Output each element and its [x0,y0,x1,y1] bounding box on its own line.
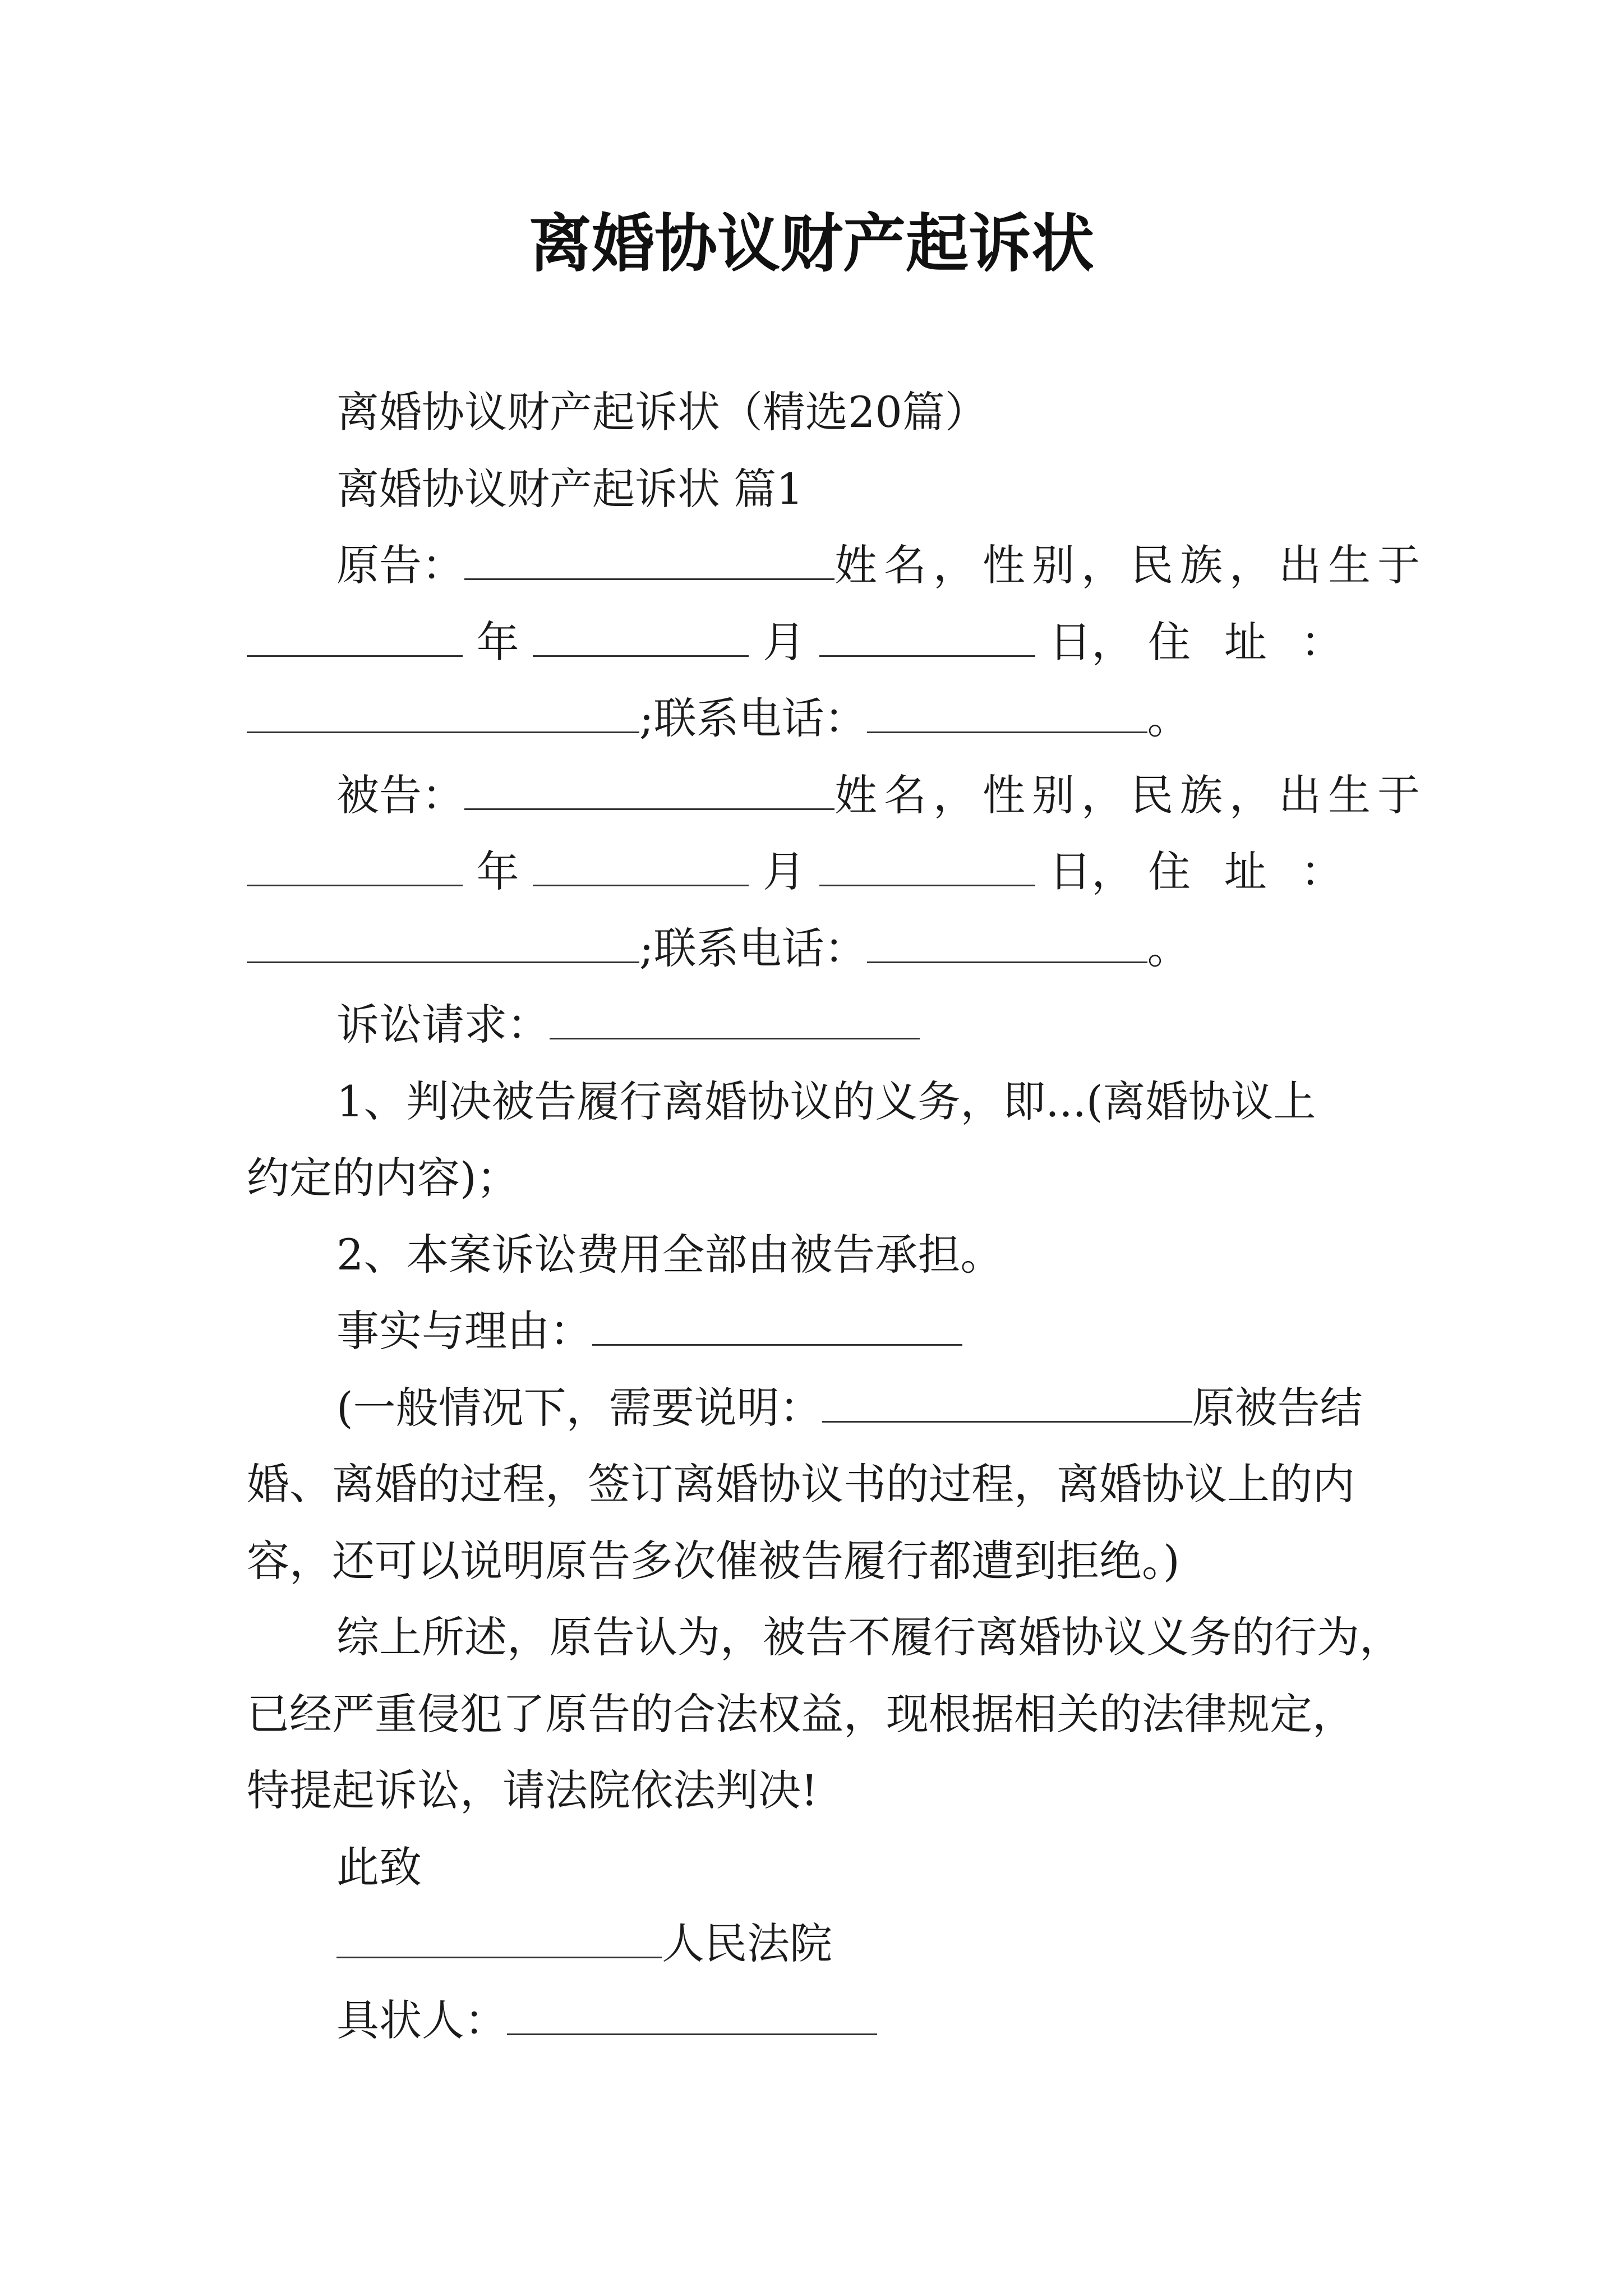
defendant-month-blank[interactable] [533,845,749,886]
plaintiff-month-blank[interactable] [533,616,749,657]
plaintiff-day-blank[interactable] [819,616,1035,657]
summary-line-1: 综上所述，原告认为，被告不履行离婚协议义务的行为， [336,1612,1402,1662]
signer-line [336,1993,877,2049]
claim-1-line-1: 1、判决被告履行离婚协议的义务，即...(离婚协议上 [336,1076,1316,1126]
facts-para-blank[interactable] [822,1382,1192,1423]
facts-para-line-2: 婚、离婚的过程，签订离婚协议书的过程，离婚协议上的内 [247,1459,1355,1509]
closing: 此致 [336,1842,422,1892]
plaintiff-end: 。 [1147,693,1190,743]
plaintiff-line-3 [247,691,1190,747]
plaintiff-phone-blank[interactable] [867,692,1147,733]
facts-para-suffix: 原被告结 [1192,1383,1363,1433]
defendant-day-blank[interactable] [819,845,1035,886]
court-line [336,1916,832,1972]
claims-label: 诉讼请求： [336,1000,550,1050]
defendant-phone-blank[interactable] [867,922,1147,963]
section-heading: 离婚协议财产起诉状 篇1 [336,464,804,514]
defendant-address-blank[interactable] [247,922,639,963]
facts-line [336,1303,962,1359]
plaintiff-year-blank[interactable] [247,616,463,657]
signer-blank[interactable] [507,1994,877,2035]
claim-2: 2、本案诉讼费用全部由被告承担。 [336,1230,1003,1280]
defendant-end: 。 [1147,923,1190,973]
plaintiff-fields: 姓名，性别，民族，出生于 [834,540,1427,590]
plaintiff-month-label: 月 [762,617,805,667]
defendant-line-2 [247,844,1377,900]
summary-line-3: 特提起诉讼，请法院依法判决! [247,1765,818,1815]
facts-blank[interactable] [592,1305,962,1346]
facts-para-line-1 [336,1380,1363,1436]
claims-line [336,997,920,1053]
facts-label: 事实与理由： [336,1306,592,1356]
defendant-line-1 [336,767,1427,823]
plaintiff-line-1 [336,537,1427,593]
defendant-year-blank[interactable] [247,845,463,886]
defendant-label: 被告： [336,770,464,820]
claims-blank[interactable] [550,999,920,1039]
plaintiff-phone-label: ;联系电话： [639,693,867,743]
signer-label: 具状人： [336,1995,507,2045]
defendant-year-label: 年 [476,846,519,896]
plaintiff-name-blank[interactable] [464,539,834,580]
defendant-fields: 姓名，性别，民族，出生于 [834,770,1427,820]
facts-para-prefix: (一般情况下，需要说明： [336,1383,822,1433]
court-blank[interactable] [336,1917,662,1958]
summary-line-2: 已经严重侵犯了原告的合法权益，现根据相关的法律规定， [247,1689,1355,1739]
plaintiff-address-blank[interactable] [247,692,639,733]
court-label: 人民法院 [662,1918,832,1968]
plaintiff-line-2 [247,614,1377,670]
plaintiff-label: 原告： [336,540,464,590]
facts-para-line-3: 容，还可以说明原告多次催被告履行都遭到拒绝。) [247,1536,1180,1586]
plaintiff-day-label: 日， [1049,617,1135,667]
claim-1-line-2: 约定的内容)； [247,1153,519,1203]
document-title: 离婚协议财产起诉状 [529,207,1094,280]
plaintiff-address-label: 住址： [1147,617,1377,667]
plaintiff-year-label: 年 [476,617,519,667]
defendant-name-blank[interactable] [464,769,834,810]
document-subtitle: 离婚协议财产起诉状（精选20篇） [336,387,988,437]
defendant-address-label: 住址： [1147,846,1377,896]
defendant-line-3 [247,921,1190,977]
defendant-day-label: 日， [1049,846,1135,896]
defendant-month-label: 月 [762,846,805,896]
defendant-phone-label: ;联系电话： [639,923,867,973]
